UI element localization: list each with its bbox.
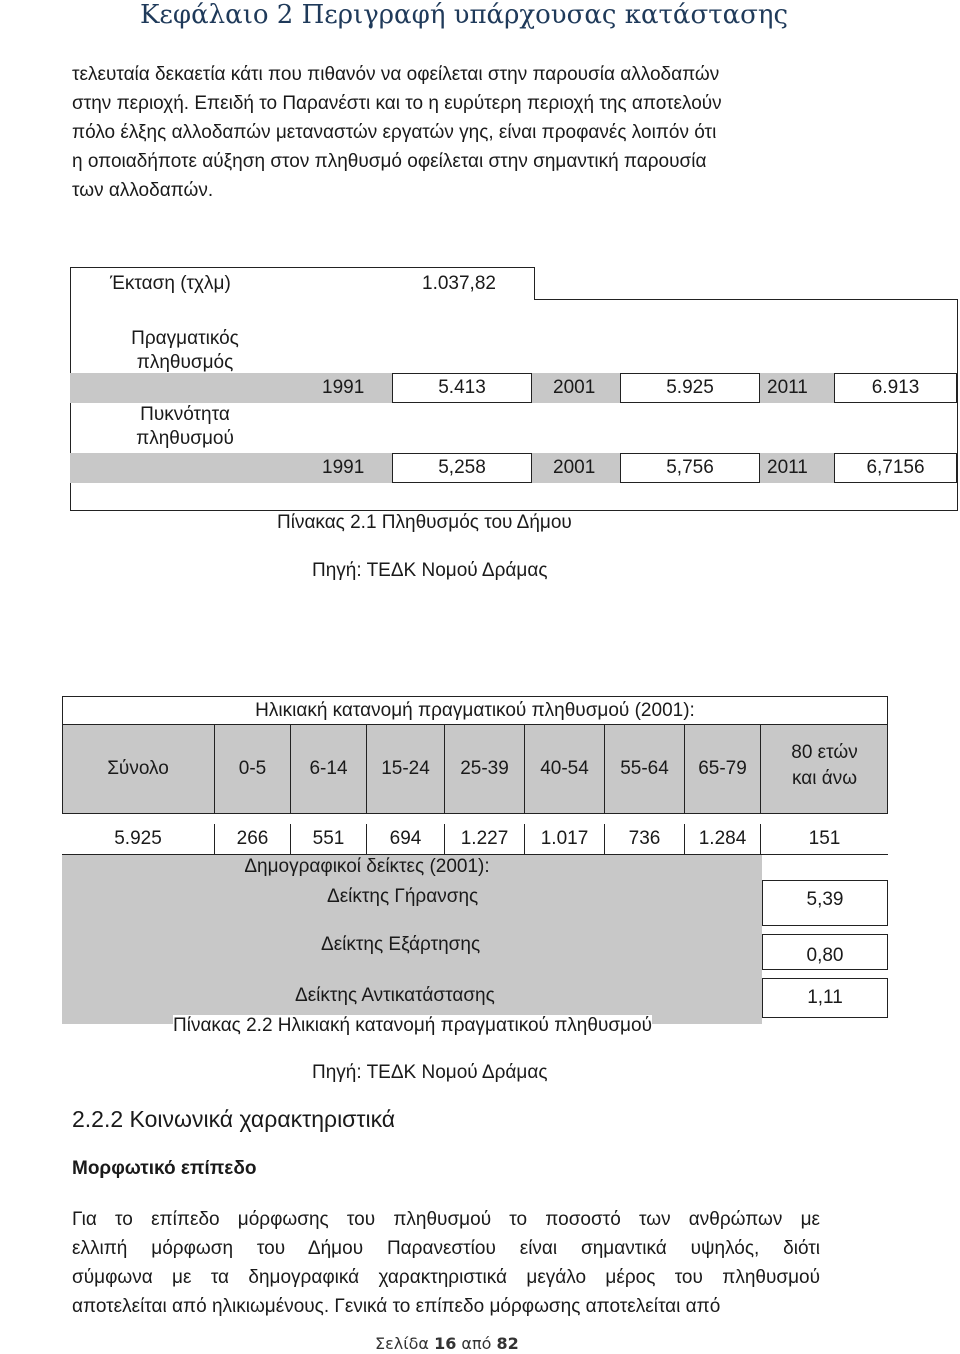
body-line: Για το επίπεδο μόρφωσης του πληθυσμού το ποσοστό των ανθρώπων με (72, 1209, 820, 1230)
population-year: 1991 (322, 377, 365, 398)
table-border (534, 267, 535, 299)
area-label: Έκταση (τχλμ) (110, 273, 231, 294)
population-year: 2011 (767, 377, 808, 398)
body-line: αποτελείται από ηλικιωμένους. Γενικά το επίπεδο μόρφωσης αποτελείται από (72, 1296, 721, 1317)
page-footer (375, 1334, 519, 1353)
age-header-cell: 15-24 (367, 724, 445, 814)
replacement-index-value: 1,11 (807, 987, 843, 1008)
density-year: 2001 (553, 457, 596, 478)
dependency-index-label: Δείκτης Εξάρτησης (321, 934, 481, 955)
age-header-cell: 0-5 (215, 724, 291, 814)
population-cell (392, 373, 532, 403)
density-label (100, 403, 270, 451)
population-year: 2001 (553, 377, 596, 398)
age-header-cell: 40-54 (525, 724, 605, 814)
replacement-index-cell (762, 978, 888, 1018)
indices-title: Δημογραφικοί δείκτες (2001): (244, 856, 490, 877)
table-border (70, 267, 535, 268)
density-label-line: πληθυσμού (136, 428, 234, 449)
population-value: 5.925 (666, 377, 714, 398)
intro-paragraph (72, 60, 822, 205)
density-value: 5,258 (438, 457, 486, 478)
age-value-cell: 1.227 (445, 824, 525, 854)
population-value: 5.413 (438, 377, 486, 398)
age-header-cell: 65-79 (685, 724, 761, 814)
population-label (100, 327, 270, 375)
footer-middle: από (456, 1334, 497, 1353)
body-line: σύμφωνα με τα δημογραφικά χαρακτηριστικά μεγάλο μέρος του πληθυσμού (72, 1267, 820, 1288)
chapter-header: Κεφάλαιο 2 Περιγραφή υπάρχουσας κατάστασης (140, 0, 789, 30)
table-border (534, 299, 958, 300)
age-value-cell: 736 (605, 824, 685, 854)
age-value-cell: 1.284 (685, 824, 761, 854)
subheading: Μορφωτικό επίπεδο (72, 1158, 257, 1179)
density-cell (834, 453, 957, 483)
aging-index-cell (762, 880, 888, 926)
dependency-index-value: 0,80 (806, 945, 844, 966)
table2-source: Πηγή: ΤΕΔΚ Νομού Δράμας (312, 1062, 548, 1083)
intro-line: των αλλοδαπών. (72, 180, 214, 201)
age-value-cell: 1.017 (525, 824, 605, 854)
age-value-cell: 5.925 (62, 824, 215, 854)
table1-caption: Πίνακας 2.1 Πληθυσμός του Δήμου (277, 512, 572, 533)
density-value: 5,756 (666, 457, 714, 478)
age-header-cell: 6-14 (291, 724, 367, 814)
age-header-line: 80 ετών (791, 742, 858, 763)
area-value: 1.037,82 (422, 273, 496, 294)
body-paragraph (72, 1205, 820, 1321)
age-value-cell: 151 (808, 828, 841, 849)
age-value-cell: 266 (215, 824, 291, 854)
density-cell (392, 453, 532, 483)
table-border (957, 299, 958, 511)
table1-source: Πηγή: ΤΕΔΚ Νομού Δράμας (312, 560, 548, 581)
density-value: 6,7156 (866, 457, 925, 478)
population-label-line: πληθυσμός (136, 352, 234, 373)
aging-index-value: 5,39 (806, 889, 844, 910)
aging-index-label: Δείκτης Γήρανσης (327, 886, 479, 907)
population-cell (620, 373, 760, 403)
intro-line: τελευταία δεκαετία κάτι που πιθανόν να οφείλεται στην παρουσία αλλοδαπών (72, 64, 720, 85)
age-table-title-row (62, 696, 888, 724)
population-value: 6.913 (871, 377, 920, 398)
population-label-line: Πραγματικός (131, 328, 239, 349)
age-distribution-table (62, 696, 888, 1024)
age-header-cell-80plus (761, 740, 888, 792)
population-cell (834, 373, 957, 403)
table2-caption: Πίνακας 2.2 Ηλικιακή κατανομή πραγματικού πληθυσμού (173, 1015, 652, 1036)
page-number: 16 (434, 1334, 457, 1353)
section-heading: 2.2.2 Κοινωνικά χαρακτηριστικά (72, 1106, 396, 1132)
age-header-cell: 55-64 (605, 724, 685, 814)
density-year: 2011 (767, 457, 808, 478)
population-table (70, 267, 958, 511)
page-total: 82 (496, 1334, 519, 1353)
age-table-title: Ηλικιακή κατανομή πραγματικού πληθυσμού (2001): (255, 700, 695, 721)
intro-line: πόλο έλξης αλλοδαπών μεταναστών εργατών γης, είναι προφανές λοιπόν ότι (72, 122, 717, 143)
footer-prefix: Σελίδα (375, 1334, 435, 1353)
density-cell (620, 453, 760, 483)
intro-line: στην περιοχή. Επειδή το Παρανέστι και το η ευρύτερη περιοχή της αποτελούν (72, 93, 722, 114)
dependency-index-cell (762, 934, 888, 970)
intro-line: η οποιαδήποτε αύξηση στον πληθυσμό οφείλεται στην σημαντική παρουσία (72, 151, 707, 172)
age-header-cell: 25-39 (445, 724, 525, 814)
table-border (70, 510, 958, 511)
age-value-cell: 551 (291, 824, 367, 854)
replacement-index-label: Δείκτης Αντικατάστασης (295, 985, 495, 1006)
age-header-line: και άνω (791, 768, 858, 789)
age-header-cell: Σύνολο (62, 724, 215, 814)
density-label-line: Πυκνότητα (140, 404, 230, 425)
body-line: ελλιπή μόρφωση του Δήμου Παρανεστίου είναι σημαντικά υψηλός, διότι (72, 1238, 820, 1259)
age-value-cell: 694 (367, 824, 445, 854)
density-year: 1991 (322, 457, 365, 478)
